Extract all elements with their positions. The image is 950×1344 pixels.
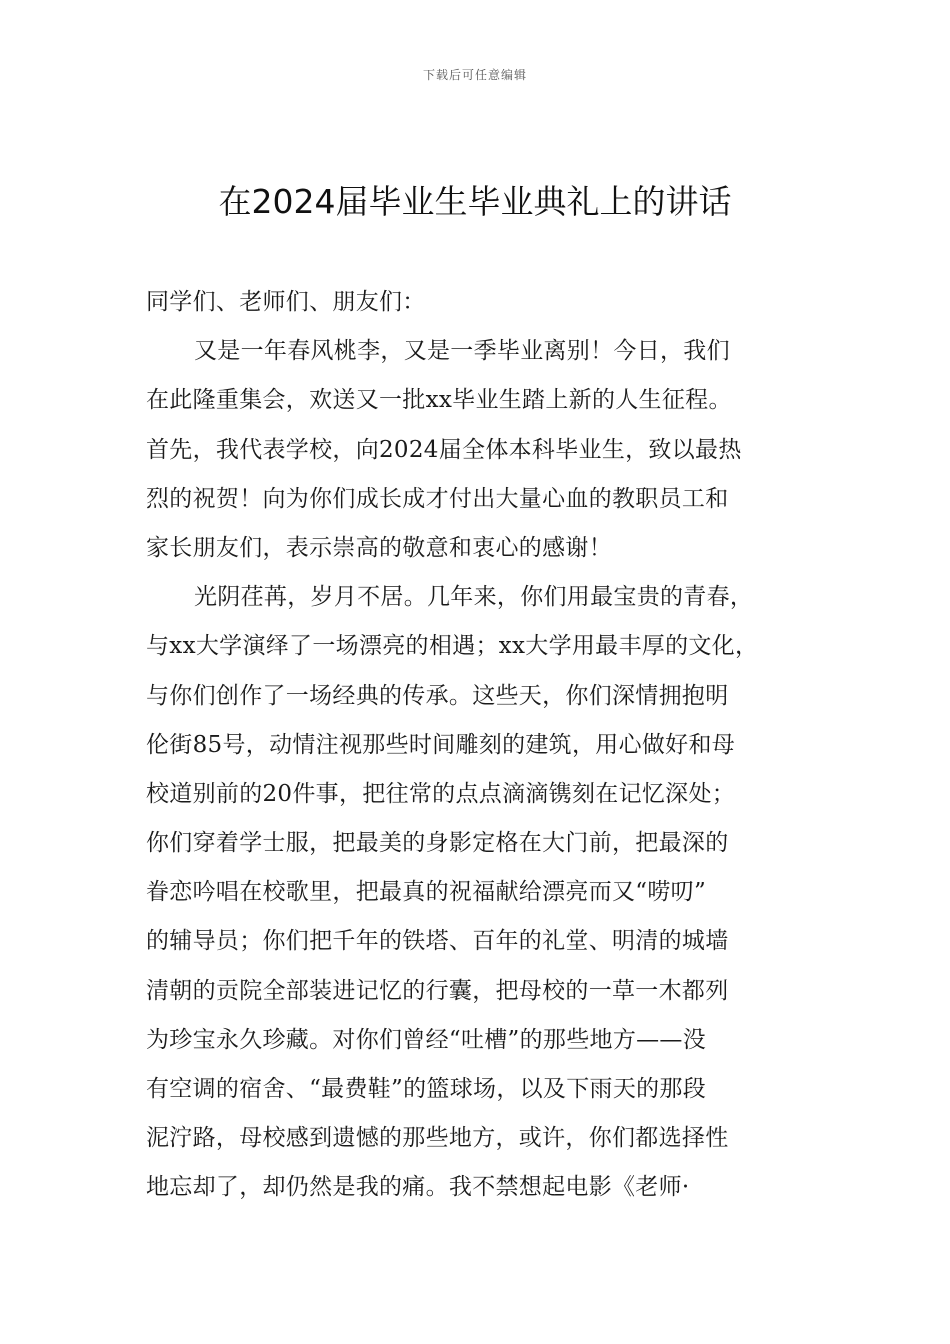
text-line: 与你们创作了一场经典的传承。这些天，你们深情拥抱明 xyxy=(146,682,729,709)
text-line: 有空调的宿舍、“最费鞋”的篮球场，以及下雨天的那段 xyxy=(146,1076,707,1102)
document-body xyxy=(146,278,810,1213)
text-line: 与xx大学演绎了一场漂亮的相遇；xx大学用最丰厚的文化， xyxy=(146,633,759,660)
text-line: 泥泞路，母校感到遗憾的那些地方，或许，你们都选择性 xyxy=(146,1125,729,1152)
text-line: 同学们、老师们、朋友们： xyxy=(146,289,426,315)
text-line: 首先，我代表学校，向2024届全体本科毕业生，致以最热 xyxy=(146,436,742,463)
document-title: 在2024届毕业生毕业典礼上的讲话 xyxy=(218,182,732,221)
text-line: 在此隆重集会，欢送又一批xx毕业生踏上新的人生征程。 xyxy=(146,387,732,414)
text-line: 为珍宝永久珍藏。对你们曾经“吐槽”的那些地方——没 xyxy=(146,1026,707,1053)
text-line: 家长朋友们，表示崇高的敬意和衷心的感谢！ xyxy=(146,534,612,561)
text-line: 清朝的贡院全部装进记忆的行囊，把母校的一草一木都列 xyxy=(146,977,729,1004)
text-line: 的辅导员；你们把千年的铁塔、百年的礼堂、明清的城墙 xyxy=(146,928,729,955)
text-line: 光阴荏苒，岁月不居。几年来，你们用最宝贵的青春， xyxy=(194,584,754,611)
text-line: 校道别前的20件事，把往常的点点滴滴镌刻在记忆深处； xyxy=(146,780,736,807)
header-note: 下载后可任意编辑 xyxy=(422,68,527,82)
text-line: 你们穿着学士服，把最美的身影定格在大门前，把最深的 xyxy=(146,830,729,857)
text-line: 烈的祝贺！向为你们成长成才付出大量心血的教职员工和 xyxy=(146,485,729,512)
text-line: 又是一年春风桃李，又是一季毕业离别！今日，我们 xyxy=(194,338,730,365)
text-line: 伦街85号，动情注视那些时间雕刻的建筑，用心做好和母 xyxy=(146,731,736,758)
text-line: 眷恋吟唱在校歌里，把最真的祝福献给漂亮而又“唠叨” xyxy=(146,879,707,906)
text-line: 地忘却了，却仍然是我的痛。我不禁想起电影《老师· xyxy=(146,1174,690,1201)
